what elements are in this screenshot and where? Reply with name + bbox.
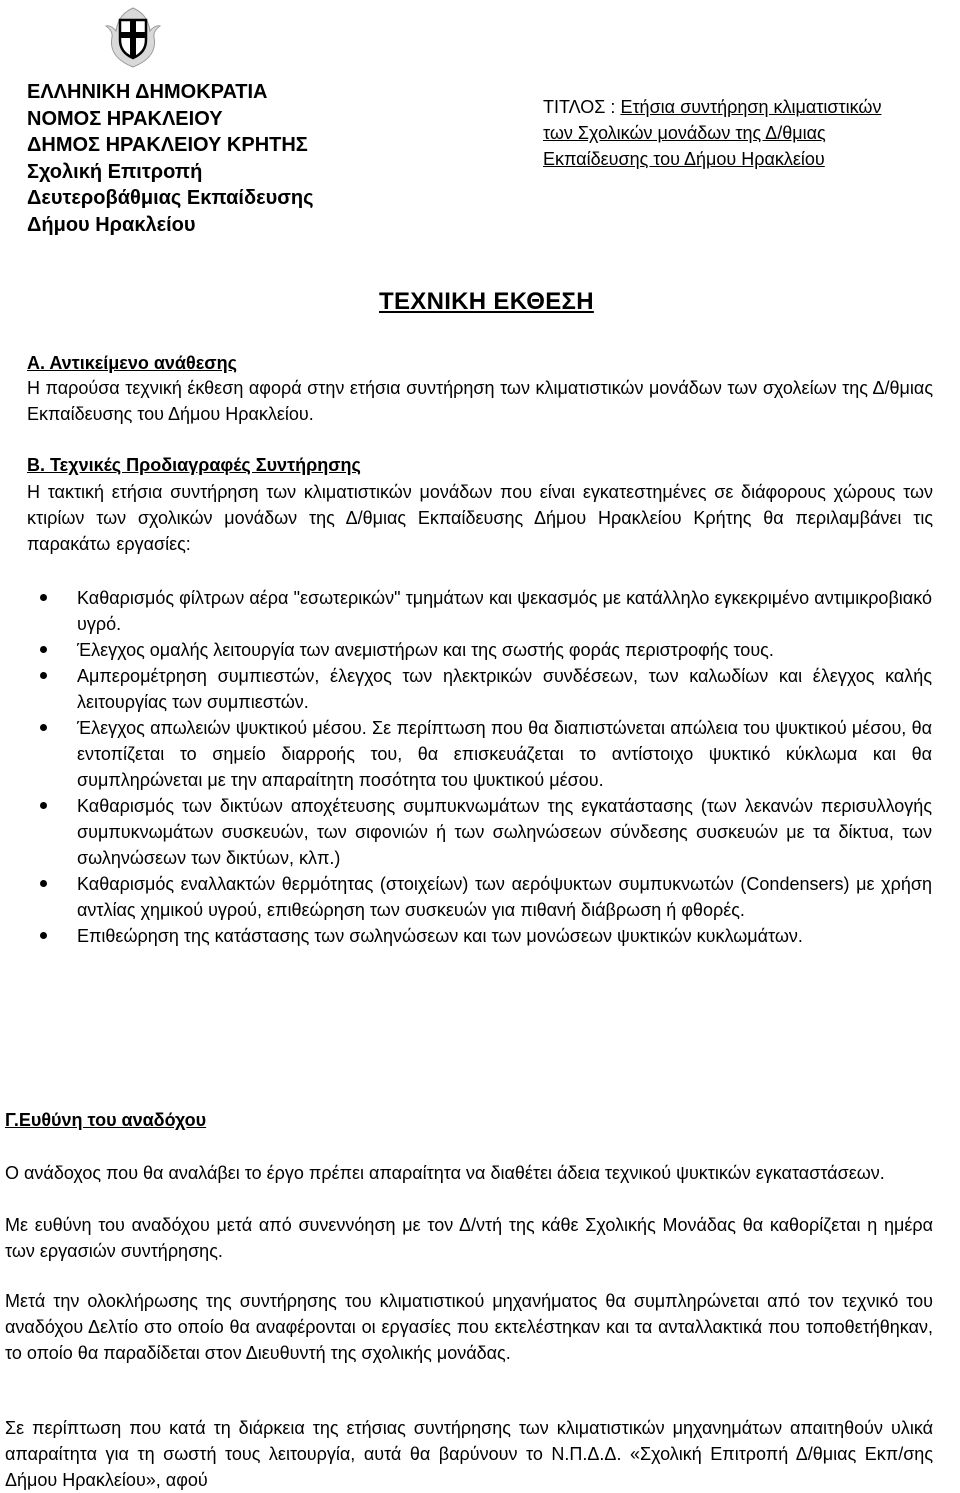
bullet-icon: [40, 646, 47, 653]
bullet-icon: [40, 802, 47, 809]
section-c-paragraph: Ο ανάδοχος που θα αναλάβει το έργο πρέπει απαραίτητα να διαθέτει άδεια τεχνικού ψυκτικών εγκαταστάσεων.: [5, 1163, 885, 1183]
title-line: Ετήσια συντήρηση κλιματιστικών: [620, 97, 882, 117]
title-line: των Σχολικών μονάδων της Δ/θμιας: [543, 123, 826, 143]
list-item: Επιθεώρηση της κατάστασης των σωληνώσεων και των μονώσεων ψυκτικών κυκλωμάτων.: [40, 923, 932, 949]
project-title: [543, 94, 881, 172]
bullet-icon: [40, 880, 47, 887]
list-item: Αμπερομέτρηση συμπιεστών, έλεγχος των ηλεκτρικών συνδέσεων, των καλωδίων και έλεγχος καλής λειτουργίας των συμπιεστών.: [40, 663, 932, 715]
list-item: Καθαρισμός εναλλακτών θερμότητας (στοιχείων) των αερόψυκτων συμπυκνωτών (Condensers) με χρήση αντλίας χημικού υγρού, επιθεώρηση των συσκευών για πιθανή διάβρωση ή φθορές.: [40, 871, 932, 923]
section-c-paragraph: Σε περίπτωση που κατά τη διάρκεια της ετήσιας συντήρησης των κλιματιστικών μηχανημάτων απαιτηθούν υλικά απαραίτητα για τη σωστή τους λειτουργία, αυτά θα βαρύνουν το Ν.Π.Δ.Δ. «Σχολική Επιτροπή Δ/θμιας Εκπ/σης Δήμου Ηρακλείου», αφού: [5, 1418, 933, 1490]
title-label: ΤΙΤΛΟΣ :: [543, 97, 621, 117]
list-item: Καθαρισμός των δικτύων αποχέτευσης συμπυκνωμάτων της εγκατάστασης (των λεκανών περισυλλογής συμπυκνωμάτων συσκευών, των σιφονιών ή των σωληνώσεων σύνδεσης συσκευών με τα δίκτυα, των σωληνώσεων των δικτύων, κλπ.): [40, 793, 932, 871]
section-b-heading: Β. Τεχνικές Προδιαγραφές Συντήρησης: [27, 455, 361, 475]
section-b-intro: Η τακτική ετήσια συντήρηση των κλιματιστικών μονάδων που είναι εγκατεστημένες σε διάφορους χώρους των κτιρίων των σχολικών μονάδων της Δ/θμιας Εκπαίδευσης Δήμου Ηρακλείου Κρήτης θα περιλαμβάνει τις παρακάτω εργασίες:: [27, 482, 933, 554]
document-title: ΤΕΧΝΙΚΗ ΕΚΘΕΣΗ: [379, 288, 594, 315]
bullet-icon: [40, 724, 47, 731]
greek-emblem-icon: [100, 4, 166, 70]
title-line: Εκπαίδευσης του Δήμου Ηρακλείου: [543, 149, 825, 169]
task-list: [40, 585, 932, 949]
bullet-icon: [40, 932, 47, 939]
issuer-line: ΕΛΛΗΝΙΚΗ ΔΗΜΟΚΡΑΤΙΑ: [27, 81, 268, 103]
section-c-heading: Γ.Ευθύνη του αναδόχου: [5, 1110, 207, 1130]
issuer-line: Δευτεροβάθμιας Εκπαίδευσης: [27, 187, 314, 209]
list-item: Έλεγχος απωλειών ψυκτικού μέσου. Σε περίπτωση που θα διαπιστώνεται απώλεια του ψυκτικού μέσου, θα εντοπίζεται το σημείο διαρροής του, θα επισκευάζεται το αντίστοιχο ψυκτικό κύκλωμα και θα συμπληρώνεται με την απαραίτητη ποσότητα του ψυκτικού μέσου.: [40, 715, 932, 793]
issuer-line: Σχολική Επιτροπή: [27, 160, 203, 183]
bullet-icon: [40, 594, 47, 601]
list-item: Καθαρισμός φίλτρων αέρα "εσωτερικών" τμημάτων και ψεκασμός με κατάλληλο εγκεκριμένο αντιμικροβιακό υγρό.: [40, 585, 932, 637]
list-item: Έλεγχος ομαλής λειτουργία των ανεμιστήρων και της σωστής φοράς περιστροφής τους.: [40, 637, 932, 663]
section-a-heading: Α. Αντικείμενο ανάθεσης: [27, 353, 237, 373]
issuer-block: [27, 79, 314, 238]
bullet-icon: [40, 672, 47, 679]
issuer-line: ΔΗΜΟΣ ΗΡΑΚΛΕΙΟΥ ΚΡΗΤΗΣ: [27, 134, 308, 156]
section-c-paragraph: Μετά την ολοκλήρωσης της συντήρησης του κλιματιστικού μηχανήματος θα συμπληρώνεται από τον τεχνικό του αναδόχου Δελτίο στο οποίο θα αναφέρονται οι εργασίες που εκτελέστηκαν και τα ανταλλακτικά που τοποθετήθηκαν, το οποίο θα παραδίδεται στον Διευθυντή της σχολικής μονάδας.: [5, 1291, 933, 1363]
issuer-line: Δήμου Ηρακλείου: [27, 213, 196, 236]
section-a-text: Η παρούσα τεχνική έκθεση αφορά στην ετήσια συντήρηση των κλιματιστικών μονάδων των σχολείων της Δ/θμιας Εκπαίδευσης του Δήμου Ηρακλείου.: [27, 378, 933, 424]
issuer-line: ΝΟΜΟΣ ΗΡΑΚΛΕΙΟΥ: [27, 107, 223, 130]
section-c-paragraph: Με ευθύνη του αναδόχου μετά από συνεννόηση με τον Δ/ντή της κάθε Σχολικής Μονάδας θα καθορίζεται η ημέρα των εργασιών συντήρησης.: [5, 1215, 933, 1261]
